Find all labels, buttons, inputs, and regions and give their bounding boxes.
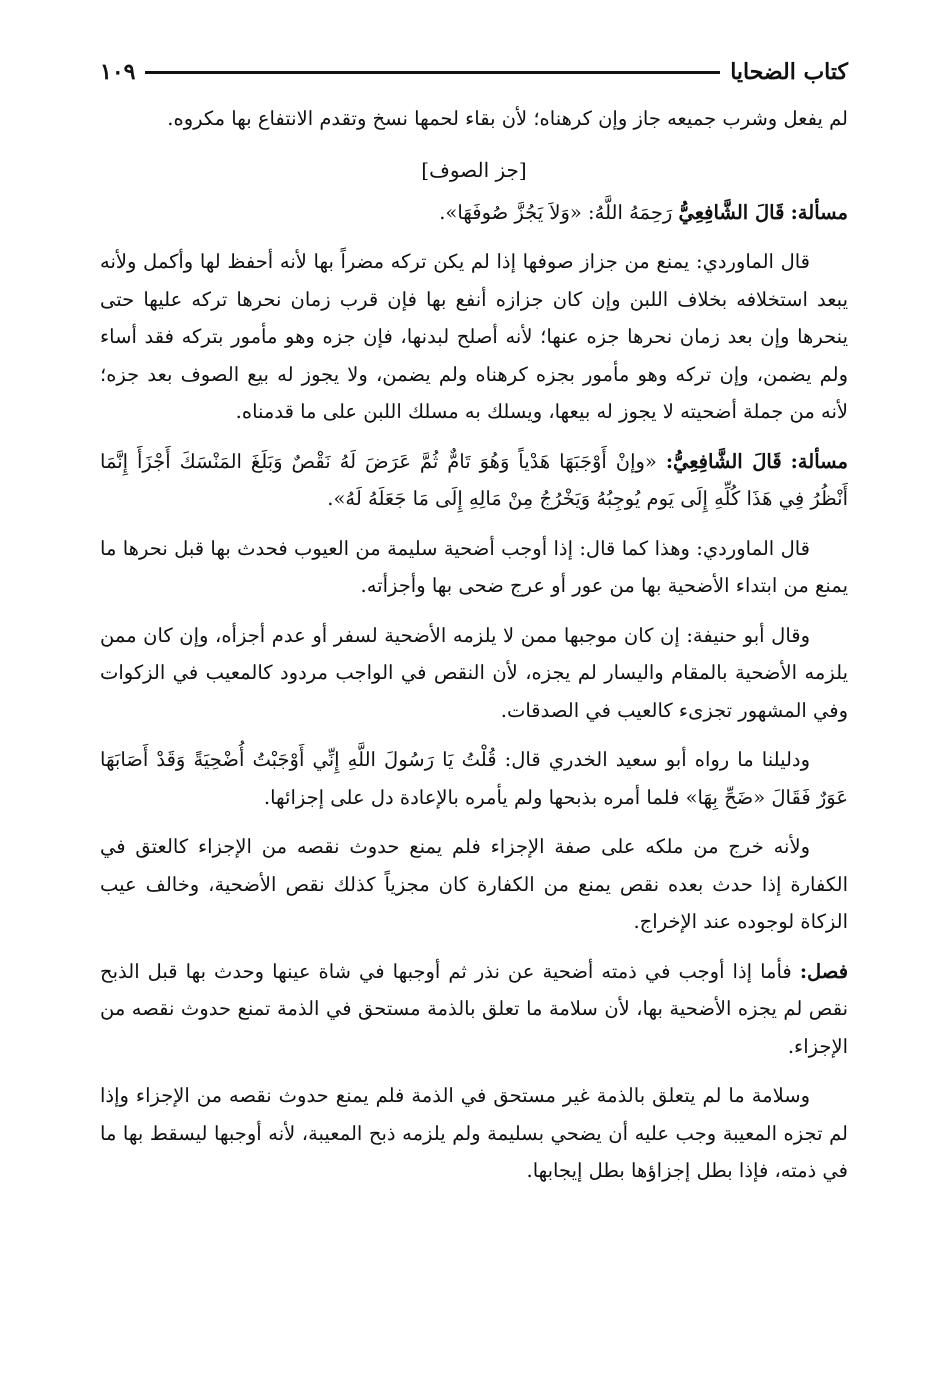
section-heading: [جز الصوف]	[421, 157, 527, 182]
paragraph-final: وسلامة ما لم يتعلق بالذمة غير مستحق في الذمة فلم يمنع حدوث نقصه من الإجزاء وإذا لم تجزه المعيبة وجب عليه أن يضحي بسليمة ولم يلزمه ذبح المعيبة، لأنه أوجبها ليسقط بها ما في ذمته، فإذا بطل إجزاؤها بطل إيجابها.	[100, 1084, 848, 1182]
fasl-label: فصل:	[799, 959, 849, 983]
masala-1	[100, 194, 848, 232]
page	[100, 52, 848, 1202]
page-header	[100, 52, 848, 92]
masala-2	[100, 443, 848, 518]
masala-label: مسألة:	[790, 449, 848, 473]
paragraph-abu-hanifa: وقال أبو حنيفة: إن كان موجبها ممن لا يلزمه الأضحية لسفر أو عدم أجزأه، وإن كان ممن يلزمه الأضحية بالمقام واليسار لم يجزه، لأن النقص في الواجب مردود كالمعيب في الزكوات وفي المشهور تجزىء كالعيب في الصدقات.	[100, 623, 848, 722]
page-number: ١٠٩	[100, 59, 136, 85]
masala-text: «وإنْ أَوْجَبَهَا هَدْياً وَهُوَ تَامٌّ ثُمَّ عَرَضَ لَهُ نَقْصٌ وَبَلَغَ المَنْسَكَ أَجْزَأَ إِنَّمَا أَنْظُرُ فِي هَذَا كُلِّهِ إِلَى يَوم يُوجِبُهُ وَيَخْرُجُ مِنْ مَالِهِ إِلَى مَا جَعَلَهُ لَهُ».	[100, 449, 848, 510]
paragraph-mawardi-1: قال الماوردي: يمنع من جزاز صوفها إذا لم يكن تركه مضراً بها لأنه أحفظ لها وأكمل ولأنه يبعد استخلافه بخلاف اللبن وإن كان جزازه أنفع بها فإن قرب زمان نحرها تركه عليها حتى ينحرها وإن بعد زمان نحرها جزه عنها؛ لأنه أصلح لبدنها، فإن جزه وهو مأمور بتركه فقد أساء ولم يضمن، وإن تركه وهو مأمور بجزه كرهناه ولم يضمن، ولا يجوز له بيع الصوف بعد جزه؛ لأنه من جملة أضحيته لا يجوز له بيعها، ويسلك به مسلك اللبن على ما قدمناه.	[100, 250, 848, 423]
masala-text: رَحِمَهُ اللَّهُ: «وَلاَ يَجُزَّ صُوفَهَا».	[439, 200, 673, 224]
imam-quote-intro: قَالَ الشَّافِعِيُّ:	[665, 449, 782, 473]
book-title: كتاب الضحايا	[730, 59, 848, 85]
paragraph-reasoning: ولأنه خرج من ملكه على صفة الإجزاء فلم يمنع حدوث نقصه من الإجزاء كالعتق في الكفارة إذا حدث بعده نقص يمنع من الكفارة كان مجزياً كذلك نقص الأضحية، وخالف عيب الزكاة لوجوده عند الإخراج.	[100, 835, 848, 933]
imam-quote-intro: قَالَ الشَّافِعِيُّ	[678, 200, 785, 224]
masala-label: مسألة:	[790, 200, 848, 224]
header-rule	[145, 71, 720, 74]
paragraph-mawardi-2: قال الماوردي: وهذا كما قال: إذا أوجب أضحية سليمة من العيوب فحدث بها قبل نحرها ما يمنع من ابتداء الأضحية بها من عور أو عرج ضحى بها وأجزأته.	[100, 536, 848, 597]
fasl-text: فأما إذا أوجب في ذمته أضحية عن نذر ثم أوجبها في شاة عينها وحدث بها قبل الذبح نقص لم يجزه الأضحية بها، لأن سلامة ما تعلق بالذمة مستحق في الذمة تمنع حدوث نقصه من الإجزاء.	[100, 959, 848, 1058]
paragraph-evidence: ودليلنا ما رواه أبو سعيد الخدري قال: قُلْتُ يَا رَسُولَ اللَّهِ إِنِّي أَوْجَبْتُ أُضْحِيَةً وَقَدْ أَصَابَهَا عَوَرٌ فَقَالَ «ضَحِّ بِهَا» فلما أمره بذبحها ولم يأمره بالإعادة دل على إجزائها.	[100, 748, 848, 809]
fasl-section	[100, 953, 848, 1066]
paragraph-continuation: لم يفعل وشرب جميعه جاز وإن كرهناه؛ لأن بقاء لحمها نسخ وتقدم الانتفاع بها مكروه.	[167, 107, 848, 130]
